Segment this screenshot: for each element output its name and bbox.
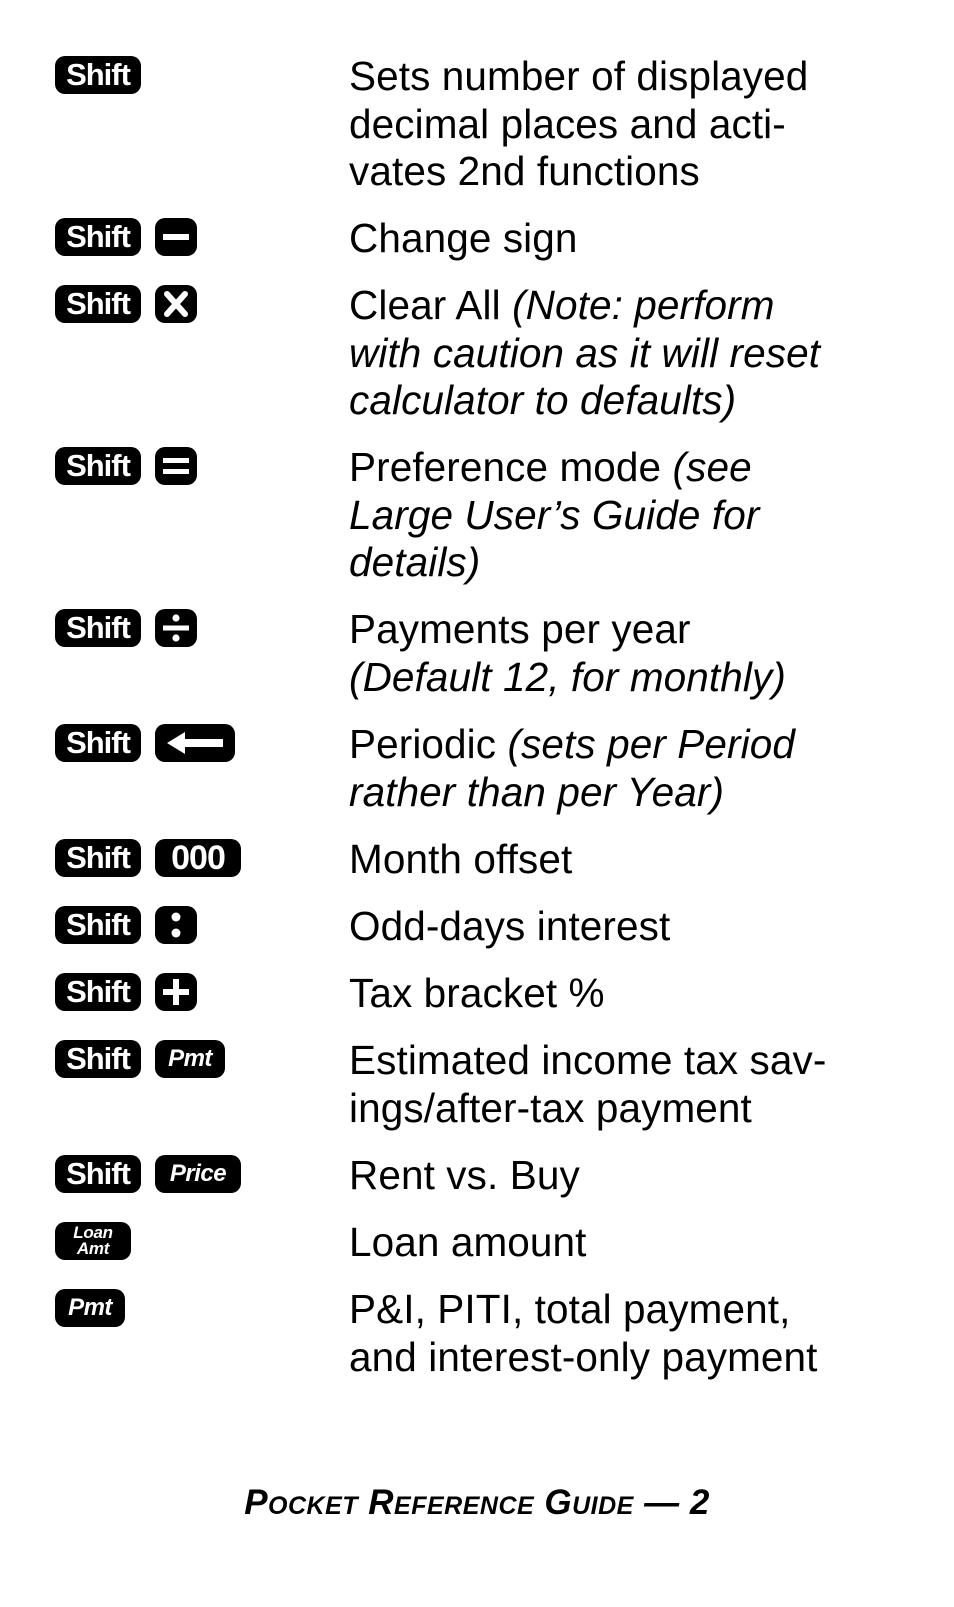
description-line [349,282,909,330]
description-text: Preference mode [349,444,673,490]
key-combination [55,446,197,486]
entry-description [349,282,909,425]
description-line [349,769,909,817]
description-text: Tax bracket % [349,970,605,1016]
footer-title: Pocket Reference Guide [244,1483,634,1522]
description-text: ings/after-tax payment [349,1084,752,1131]
description-note: with caution as it will reset [349,329,821,376]
entry-description [349,836,909,884]
entry-description [349,1152,909,1200]
key-combination [55,1288,125,1328]
description-line [349,903,909,951]
loan-amount-key: Loan Amt [55,1222,131,1260]
backspace-arrow-icon [155,724,235,762]
description-text: Change sign [349,215,578,261]
key-combination [55,217,197,257]
entry-description [349,215,909,263]
shift-key: Shift [55,218,141,256]
page-footer [0,1483,954,1523]
description-text: P&I, PITI, total payment, [349,1286,791,1332]
description-text: Clear All [349,282,513,328]
description-line [349,444,909,492]
description-text: Rent vs. Buy [349,1152,580,1198]
description-line [349,606,909,654]
description-text: Estimated income tax sav- [349,1037,827,1083]
description-line [349,53,909,101]
colon-icon [155,906,197,944]
description-line [349,148,909,196]
key-combination [55,723,235,763]
description-note: (Note: perform [512,282,775,328]
key-combination [55,55,141,95]
description-line [349,970,909,1018]
description-line [349,721,909,769]
description-line [349,1286,909,1334]
key-combination [55,905,197,945]
description-note: (see [672,444,752,490]
description-text: and interest-only payment [349,1333,818,1380]
description-line [349,1334,909,1382]
key-combination [55,608,197,648]
entry-description [349,1037,909,1132]
shift-key: Shift [55,839,141,877]
entry-description [349,444,909,587]
description-text: Payments per year [349,606,691,652]
triple-zero-key: 000 [155,839,241,877]
description-text: vates 2nd functions [349,148,700,195]
description-line [349,377,909,425]
shift-key: Shift [55,973,141,1011]
description-line [349,1085,909,1133]
description-note: rather than per Year) [349,768,725,815]
description-text: Odd-days interest [349,903,671,949]
description-line [349,330,909,378]
shift-key: Shift [55,724,141,762]
description-line [349,539,909,587]
description-line [349,836,909,884]
description-text: decimal places and acti- [349,100,786,147]
description-text: Sets number of displayed [349,53,809,99]
shift-key: Shift [55,285,141,323]
plus-icon [155,973,197,1011]
pmt-key: Pmt [55,1289,125,1327]
entry-description [349,1219,909,1267]
shift-key: Shift [55,609,141,647]
multiply-icon [155,285,197,323]
key-combination [55,284,197,324]
shift-key: Shift [55,1040,141,1078]
divide-icon [155,609,197,647]
key-combination [55,1154,241,1194]
description-note: calculator to defaults) [349,377,737,424]
price-key: Price [155,1155,241,1193]
equals-icon [155,447,197,485]
pmt-key: Pmt [155,1040,225,1078]
footer-separator: — [633,1483,690,1522]
description-line [349,1219,909,1267]
description-note: (Default 12, for monthly) [349,653,786,700]
minus-icon [155,218,197,256]
shift-key: Shift [55,906,141,944]
description-line [349,101,909,149]
description-line [349,1037,909,1085]
description-line [349,492,909,540]
entry-description [349,1286,909,1381]
shift-key: Shift [55,447,141,485]
entry-description [349,606,909,701]
key-combination [55,1039,225,1079]
entry-description [349,903,909,951]
description-line [349,1152,909,1200]
entry-description [349,53,909,196]
key-combination [55,838,241,878]
description-text: Periodic [349,721,508,767]
shift-key: Shift [55,56,141,94]
entry-description [349,970,909,1018]
description-text: Month offset [349,836,573,882]
description-note: details) [349,539,481,586]
key-combination [55,972,197,1012]
shift-key: Shift [55,1155,141,1193]
description-note: Large User’s Guide for [349,491,760,538]
description-note: (sets per Period [507,721,795,767]
description-text: Loan amount [349,1219,587,1265]
description-line [349,654,909,702]
entry-description [349,721,909,816]
description-line [349,215,909,263]
key-combination [55,1221,131,1261]
page-number: 2 [689,1483,710,1522]
